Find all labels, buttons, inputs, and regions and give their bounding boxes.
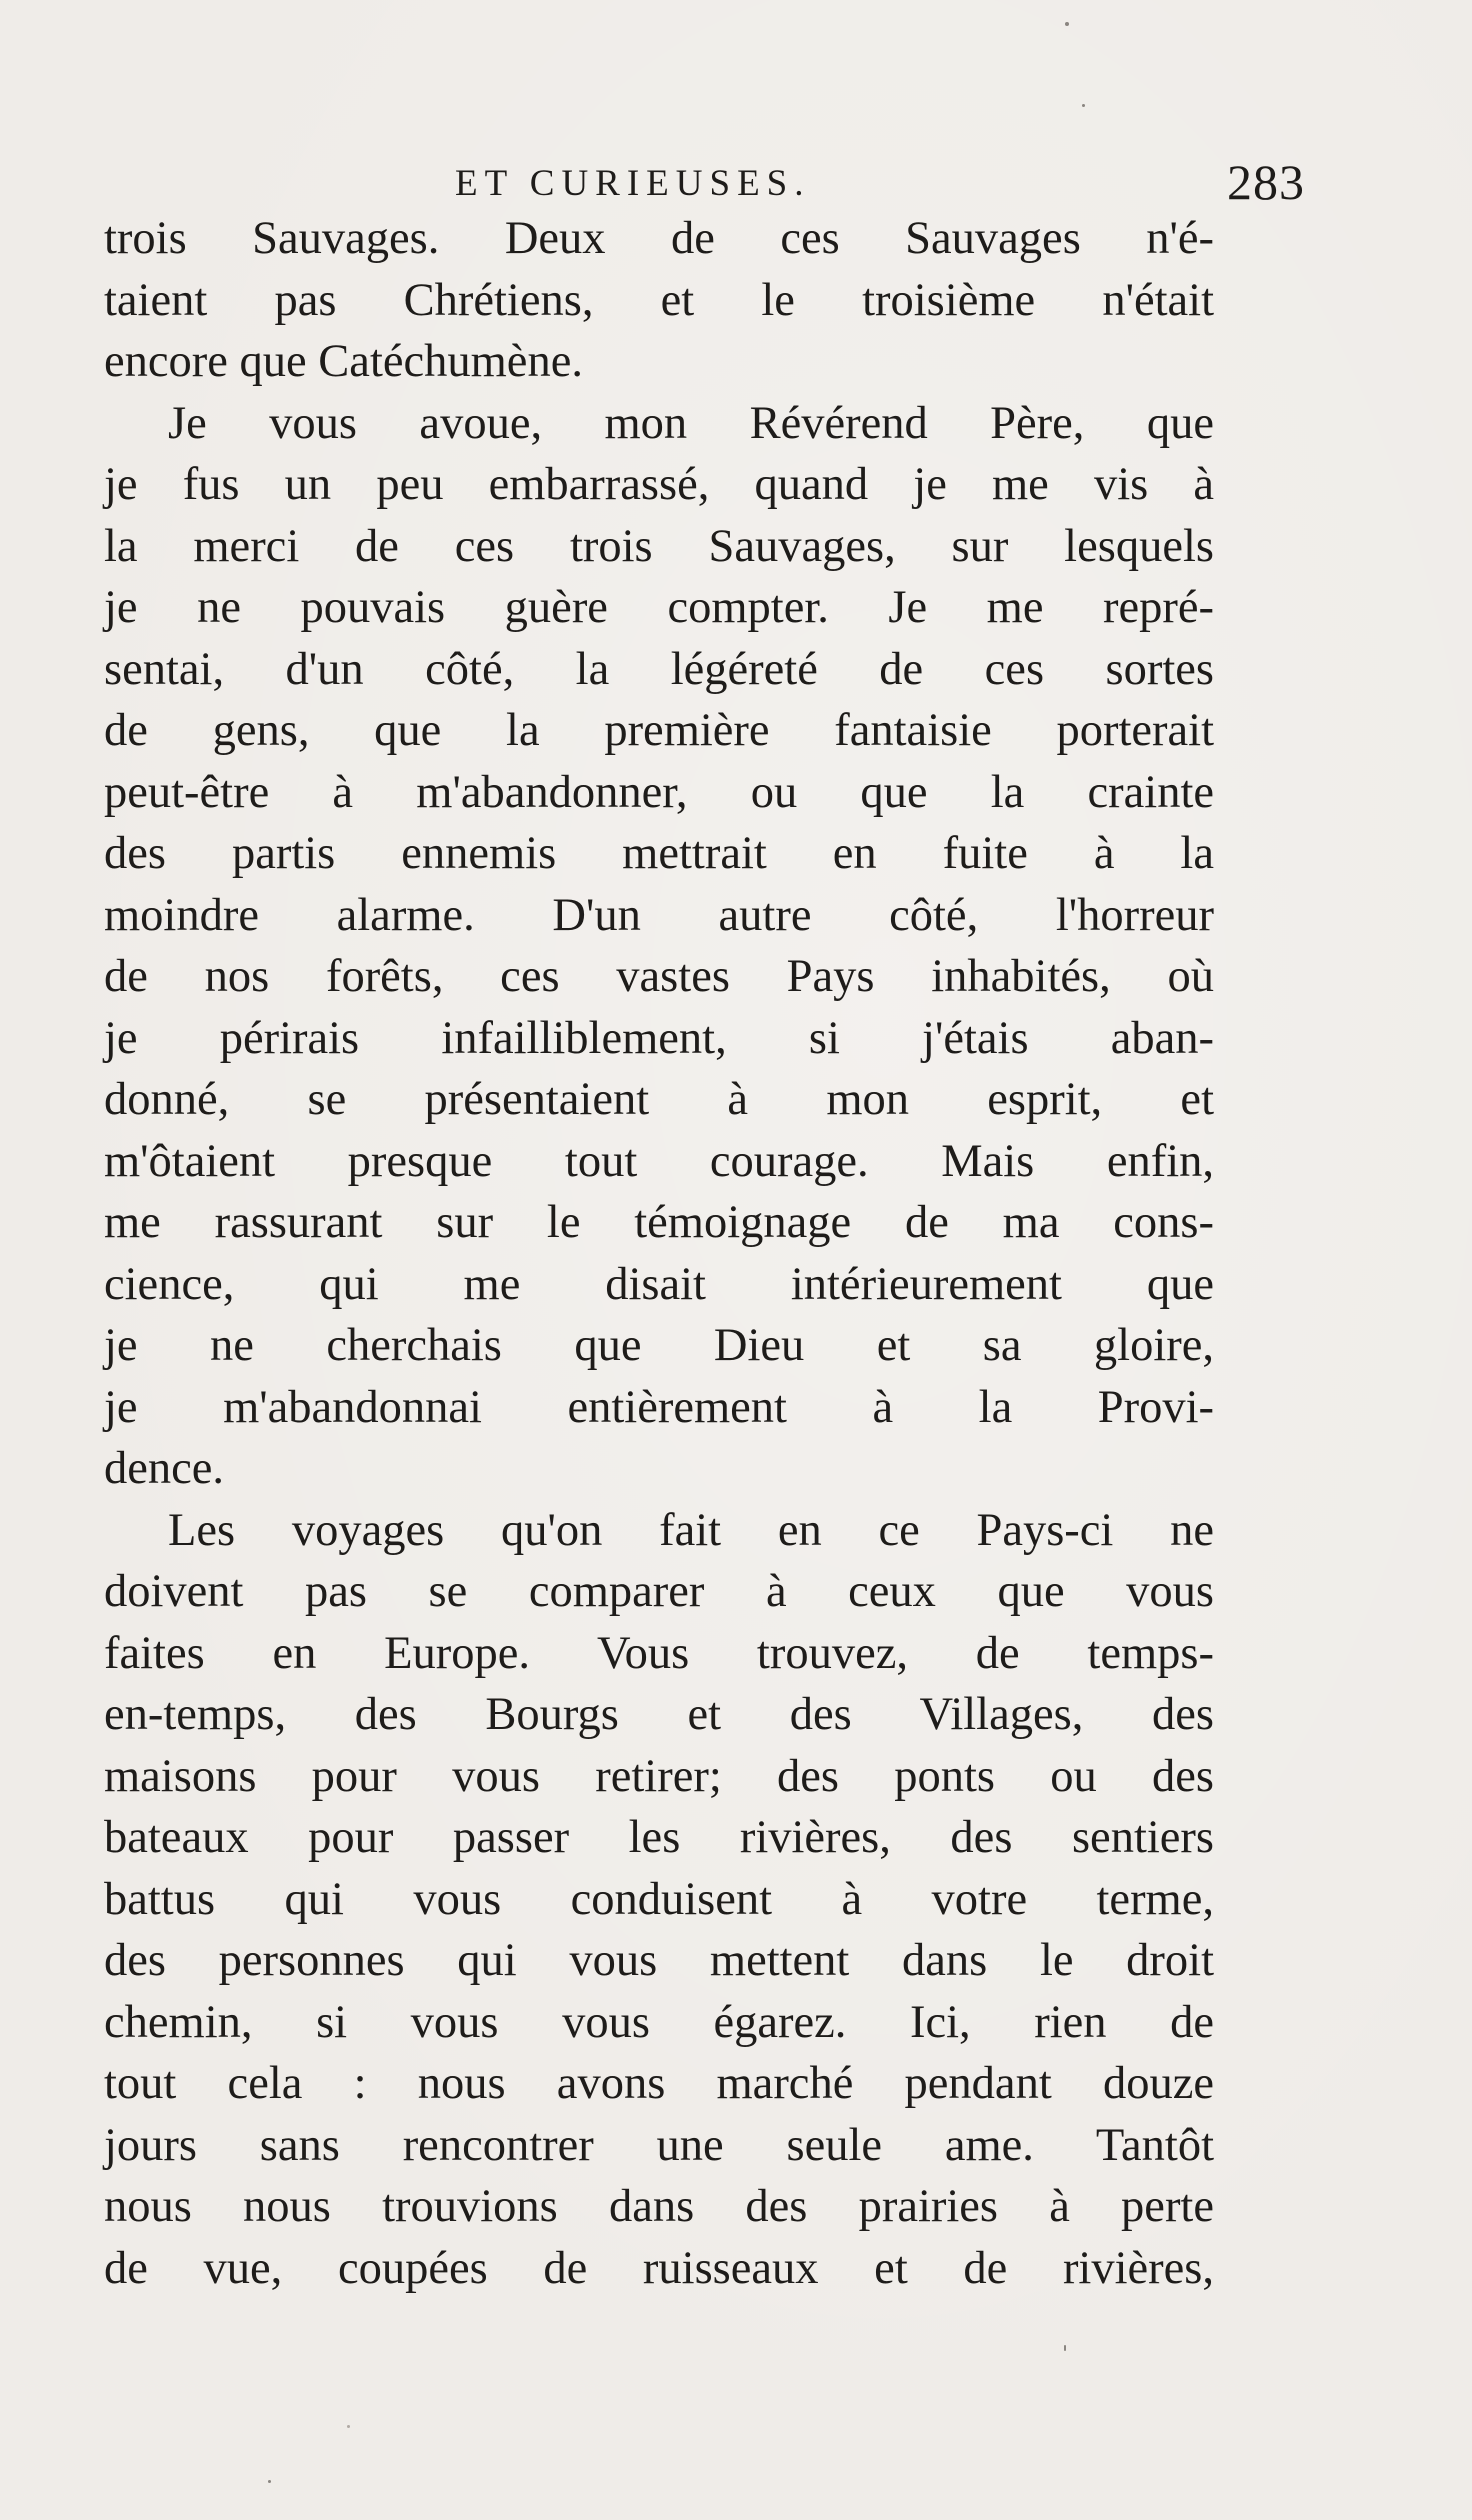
text-line: faites en Europe. Vous trouvez, de temps- <box>104 1627 1214 1679</box>
text-line: doivent pas se comparer à ceux que vous <box>104 1566 1214 1617</box>
text-line: taient pas Chrétiens, et le troisième n'était <box>104 274 1214 326</box>
text-line: Les voyages qu'on fait en ce Pays-ci ne <box>168 1504 1214 1556</box>
paper-speck <box>1064 2345 1066 2351</box>
text-line: moindre alarme. D'un autre côté, l'horreur <box>104 889 1214 941</box>
text-line: m'ôtaient presque tout courage. Mais enfin, <box>104 1135 1214 1187</box>
text-line: dence. <box>104 1443 225 1494</box>
text-line: encore que Catéchumène. <box>104 336 583 387</box>
text-line: je m'abandonnai entièrement à la Provi- <box>104 1381 1214 1433</box>
text-line: donné, se présentaient à mon esprit, et <box>104 1074 1214 1125</box>
paper-speck <box>268 2480 271 2483</box>
text-line: je ne cherchais que Dieu et sa gloire, <box>104 1320 1214 1371</box>
page-number: 283 <box>1227 154 1305 210</box>
text-line: me rassurant sur le témoignage de ma cons- <box>104 1197 1214 1248</box>
running-head: ET CURIEUSES. <box>455 163 811 204</box>
page-header <box>455 154 1305 210</box>
text-line: chemin, si vous vous égarez. Ici, rien de <box>104 1996 1214 2048</box>
text-line: je périrais infailliblement, si j'étais aban- <box>104 1012 1214 1064</box>
text-line: la merci de ces trois Sauvages, sur lesquels <box>104 520 1214 572</box>
text-line: nous nous trouvions dans des prairies à perte <box>104 2181 1214 2232</box>
text-line: tout cela : nous avons marché pendant douze <box>104 2058 1214 2109</box>
paper-speck <box>1082 104 1085 107</box>
text-line: de nos forêts, ces vastes Pays inhabités, où <box>104 951 1214 1002</box>
text-line: des partis ennemis mettrait en fuite à la <box>104 828 1214 879</box>
text-line: trois Sauvages. Deux de ces Sauvages n'é- <box>104 213 1214 264</box>
text-line: cience, qui me disait intérieurement que <box>104 1258 1214 1310</box>
paper-speck <box>347 2425 350 2428</box>
text-line: battus qui vous conduisent à votre terme, <box>104 1873 1214 1925</box>
text-line: peut-être à m'abandonner, ou que la crainte <box>104 766 1214 818</box>
paper-speck <box>1065 22 1069 26</box>
text-line: en-temps, des Bourgs et des Villages, des <box>104 1689 1214 1740</box>
text-line: Je vous avoue, mon Révérend Père, que <box>168 397 1214 449</box>
body-text <box>104 208 1214 2299</box>
text-line: je ne pouvais guère compter. Je me repré- <box>104 582 1214 633</box>
text-line: je fus un peu embarrassé, quand je me vis à <box>104 459 1214 510</box>
text-line: de vue, coupées de ruisseaux et de rivières, <box>104 2242 1214 2294</box>
text-line: jours sans rencontrer une seule ame. Tantôt <box>104 2119 1214 2171</box>
text-line: maisons pour vous retirer; des ponts ou des <box>104 1750 1214 1802</box>
text-line: sentai, d'un côté, la légéreté de ces sortes <box>104 643 1214 695</box>
text-line: bateaux pour passer les rivières, des sentiers <box>104 1812 1214 1863</box>
text-line: des personnes qui vous mettent dans le droit <box>104 1935 1214 1986</box>
text-line: de gens, que la première fantaisie porterait <box>104 705 1214 756</box>
